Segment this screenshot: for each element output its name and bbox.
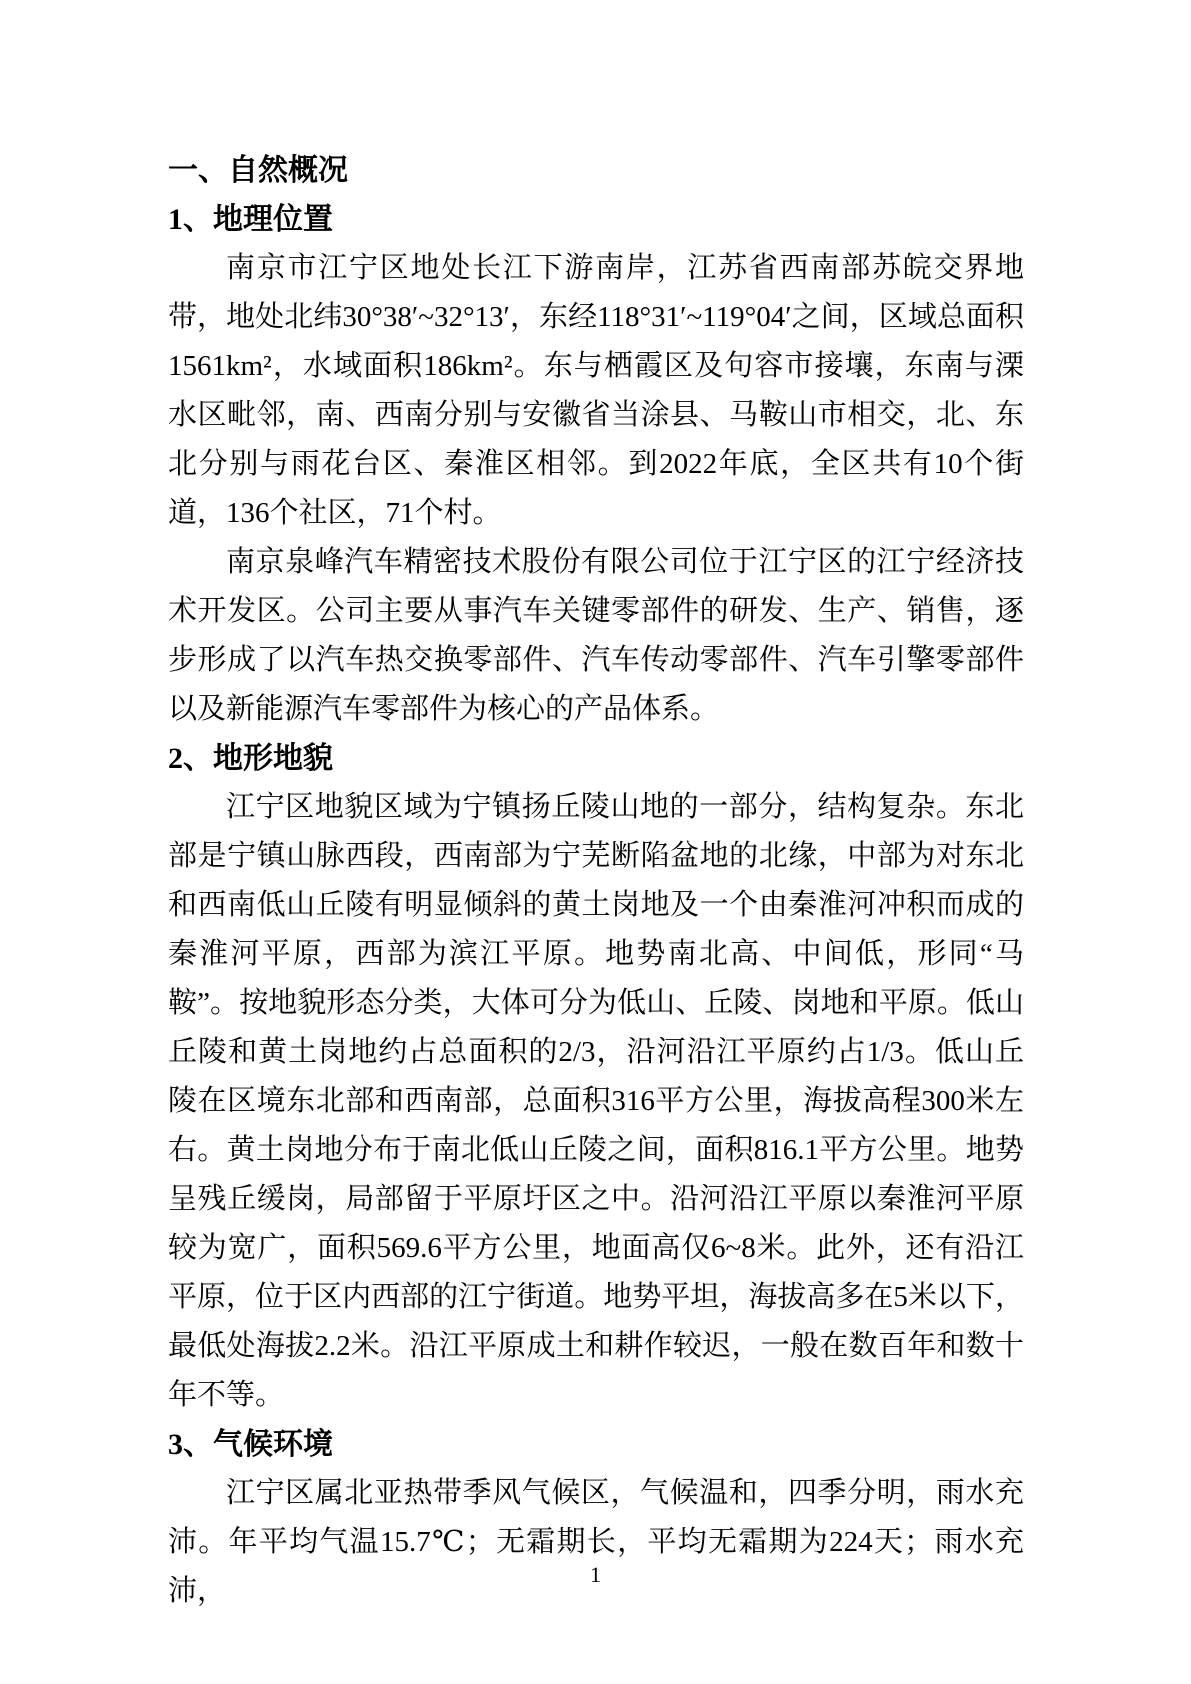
subsection-heading-climate-environment: 3、气候环境 (168, 1428, 333, 1461)
subsection-heading-geographic-location: 1、地理位置 (168, 203, 333, 236)
paragraph-terrain-landform: 江宁区地貌区域为宁镇扬丘陵山地的一部分，结构复杂。东北部是宁镇山脉西段，西南部为宁芜断陷盆地的北缘，中部为对东北和西南低山丘陵有明显倾斜的黄土岗地及一个由秦淮河冲积而成的秦淮河平原，西部为滨江平原。地势南北高、中间低，形同“马鞍”。按地貌形态分类，大体可分为低山、丘陵、岗地和平原。低山丘陵和黄土岗地约占总面积的2/3，沿河沿江平原约占1/3。低山丘陵在区境东北部和西南部，总面积316平方公里，海拔高程300米左右。黄土岗地分布于南北低山丘陵之间，面积816.1平方公里。地势呈残丘缓岗，局部留于平原圩区之中。沿河沿江平原以秦淮河平原较为宽广，面积569.6平方公里，地面高仅6~8米。此外，还有沿江平原，位于区内西部的江宁街道。地势平坦，海拔高多在5米以下，最低处海拔2.2米。沿江平原成土和耕作较迟，一般在数百年和数十年不等。 (168, 791, 1024, 1411)
section-heading-natural-overview: 一、自然概况 (168, 154, 348, 187)
page-number: 1 (590, 1562, 601, 1587)
paragraph-climate-environment: 江宁区属北亚热带季风气候区，气候温和，四季分明，雨水充沛。年平均气温15.7℃；无霜期长，平均无霜期为224天；雨水充沛， (168, 1477, 1024, 1607)
document-body (168, 146, 1024, 1616)
subsection-heading-terrain-landform: 2、地形地貌 (168, 742, 333, 775)
paragraph-company-location: 南京泉峰汽车精密技术股份有限公司位于江宁区的江宁经济技术开发区。公司主要从事汽车关键零部件的研发、生产、销售，逐步形成了以汽车热交换零部件、汽车传动零部件、汽车引擎零部件以及新能源汽车零部件为核心的产品体系。 (168, 546, 1024, 725)
paragraph-geographic-location: 南京市江宁区地处长江下游南岸，江苏省西南部苏皖交界地带，地处北纬30°38′~32°13′，东经118°31′~119°04′之间，区域总面积1561km²，水域面积186km²。东与栖霞区及句容市接壤，东南与溧水区毗邻，南、西南分别与安徽省当涂县、马鞍山市相交，北、东北分别与雨花台区、秦淮区相邻。到2022年底，全区共有10个街道，136个社区，71个村。 (168, 252, 1024, 529)
